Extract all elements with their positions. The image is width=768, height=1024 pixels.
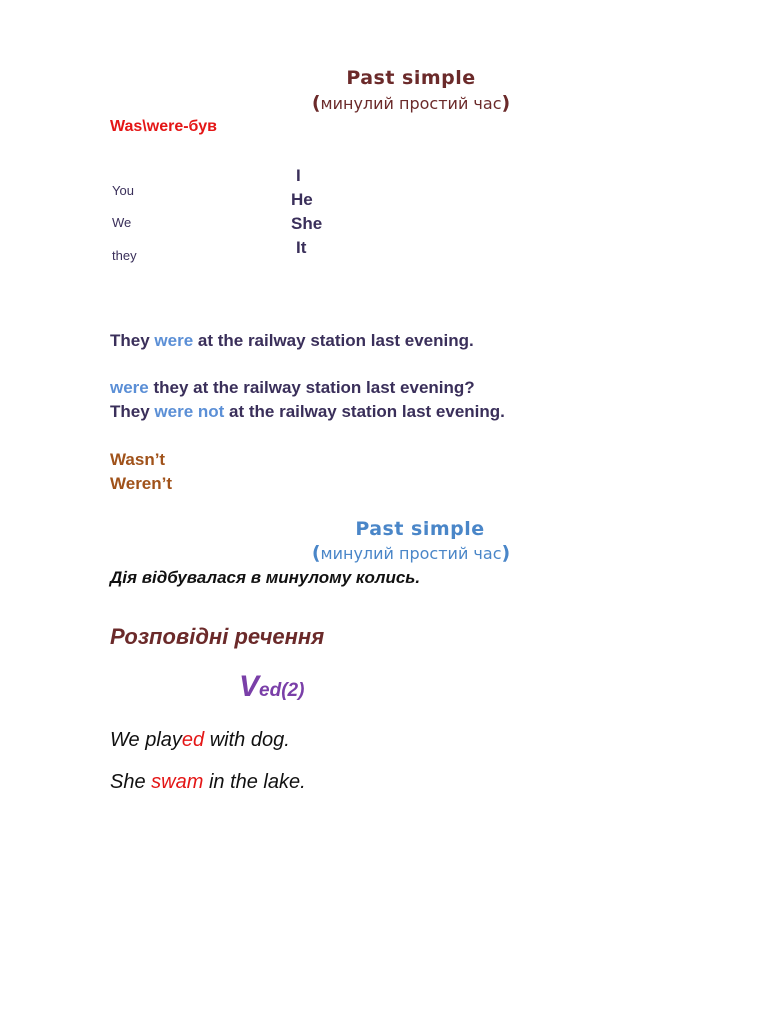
definition: Дія відбувалася в минулому колись. <box>110 568 421 587</box>
example-2: She swam in the lake. <box>110 771 306 793</box>
pronoun-she: She <box>291 214 323 233</box>
section1-title: Past simple <box>346 67 476 89</box>
section2-subtitle: (минулий простий час) <box>311 542 511 564</box>
example-1: We played with dog. <box>110 729 290 751</box>
pronoun-it: It <box>296 238 307 257</box>
formula: Ved(2) <box>239 670 305 703</box>
section2-title: Past simple <box>355 518 485 540</box>
negative-sentence: They were not at the railway station last evening. <box>110 402 505 421</box>
pronoun-you: You <box>112 183 134 198</box>
pronoun-we: We <box>112 215 132 230</box>
affirmative-heading: Розповідні речення <box>110 624 325 649</box>
contraction-werent: Weren’t <box>110 474 173 493</box>
pronoun-they: they <box>112 248 137 263</box>
pronoun-i: I <box>296 166 301 185</box>
section1-subtitle: (минулий простий час) <box>311 92 511 114</box>
contraction-wasnt: Wasn’t <box>110 450 166 469</box>
question-sentence: were they at the railway station last evening? <box>110 378 475 397</box>
was-were-note: Was\were-був <box>110 118 217 135</box>
affirmative-sentence: They were at the railway station last evening. <box>110 331 474 350</box>
pronoun-he: He <box>291 190 313 209</box>
